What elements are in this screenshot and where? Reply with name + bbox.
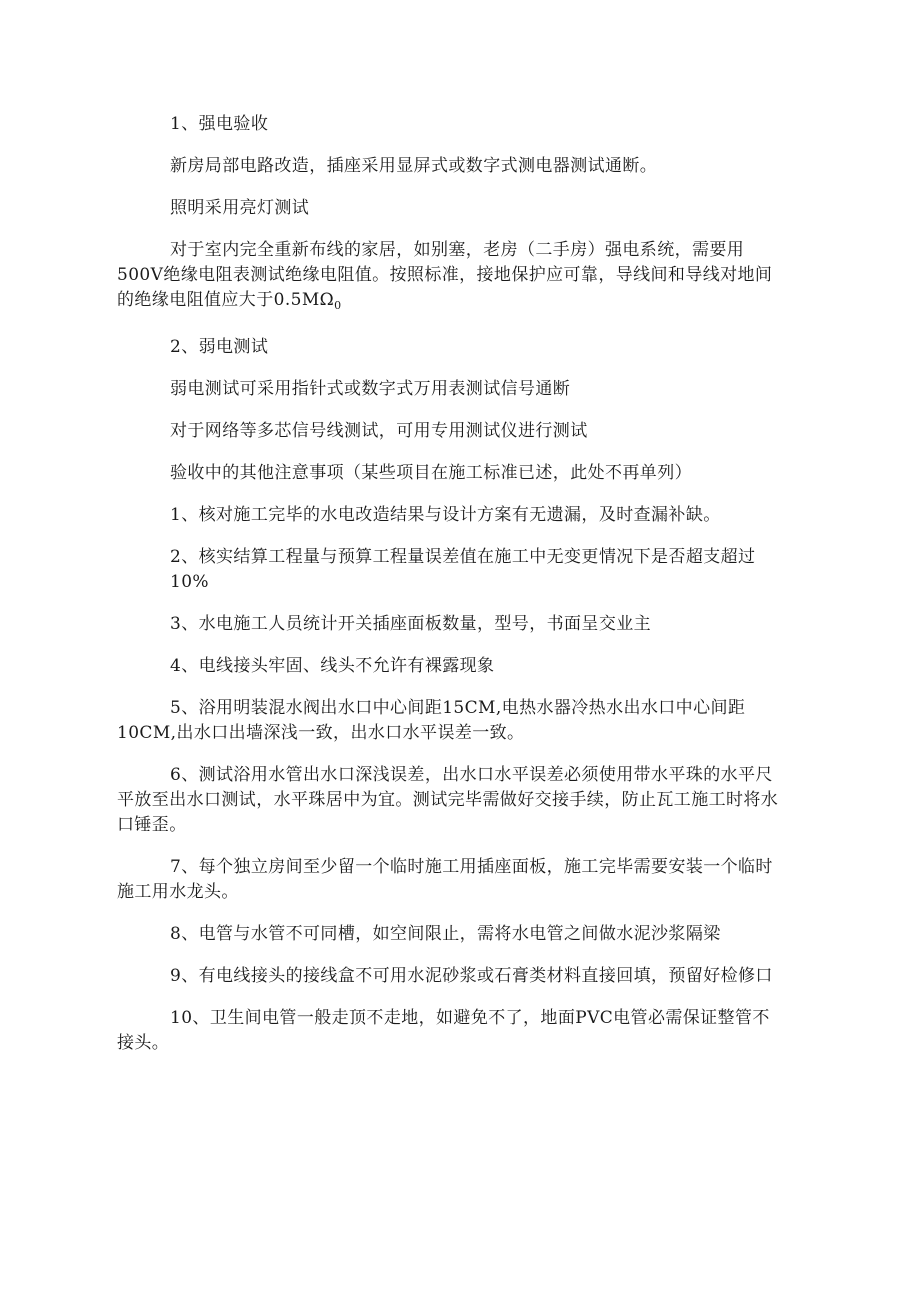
list-item-5: 5、浴用明装混水阀出水口中心间距15CM,电热水器冷热水出水口中心间距10CM,出水口出墙深浅一致，出水口水平误差一致。 <box>117 698 746 743</box>
heading-other-notes: 验收中的其他注意事项（某些项目在施工标准已述，此处不再单列） <box>170 463 692 483</box>
paragraph-network-test: 对于网络等多芯信号线测试，可用专用测试仪进行测试 <box>170 421 588 441</box>
paragraph-insulation-test <box>117 238 780 318</box>
list-item-2: 2、核实结算工程量与预算工程量误差值在施工中无变更情况下是否超支超过10% <box>170 547 756 592</box>
list-item-4: 4、电线接头牢固、线头不允许有裸露现象 <box>170 656 495 676</box>
paragraph-insulation-text: 对于室内完全重新布线的家居，如别塞，老房（二手房）强电系统，需要用500V绝缘电阻表测试绝缘电阻值。按照标准，接地保护应可靠，导线间和导线对地间的绝缘电阻值应大于0.5MΩ <box>117 240 773 310</box>
paragraph-lighting-test: 照明采用亮灯测试 <box>170 198 310 218</box>
list-item-3: 3、水电施工人员统计开关插座面板数量，型号，书面呈交业主 <box>170 614 652 634</box>
list-item-9: 9、有电线接头的接线盒不可用水泥砂浆或石膏类材料直接回填，预留好检修口 <box>170 966 773 986</box>
list-item-6: 6、测试浴用水管出水口深浅误差，出水口水平误差必须使用带水平珠的水平尺平放至出水口测试，水平珠居中为宜。测试完毕需做好交接手续，防止瓦工施工时将水口锤歪。 <box>117 765 779 835</box>
list-item-10: 10、卫生间电管一般走顶不走地，如避免不了，地面PVC电管必需保证整管不接头。 <box>117 1008 770 1053</box>
heading-weak-current: 2、弱电测试 <box>170 337 269 357</box>
heading-strong-current: 1、强电验收 <box>170 114 269 134</box>
document-body <box>117 112 780 1073</box>
paragraph-multimeter-test: 弱电测试可采用指针式或数字式万用表测试信号通断 <box>170 379 571 399</box>
list-item-8: 8、电管与水管不可同槽，如空间限止，需将水电管之间做水泥沙浆隔梁 <box>170 924 721 944</box>
list-item-7: 7、每个独立房间至少留一个临时施工用插座面板，施工完毕需要安装一个临时施工用水龙头。 <box>117 857 773 902</box>
subscript-mark: 0 <box>334 299 342 312</box>
list-item-1: 1、核对施工完毕的水电改造结果与设计方案有无遗漏，及时查漏补缺。 <box>170 505 721 525</box>
paragraph-socket-test: 新房局部电路改造，插座采用显屏式或数字式测电器测试通断。 <box>170 156 658 176</box>
